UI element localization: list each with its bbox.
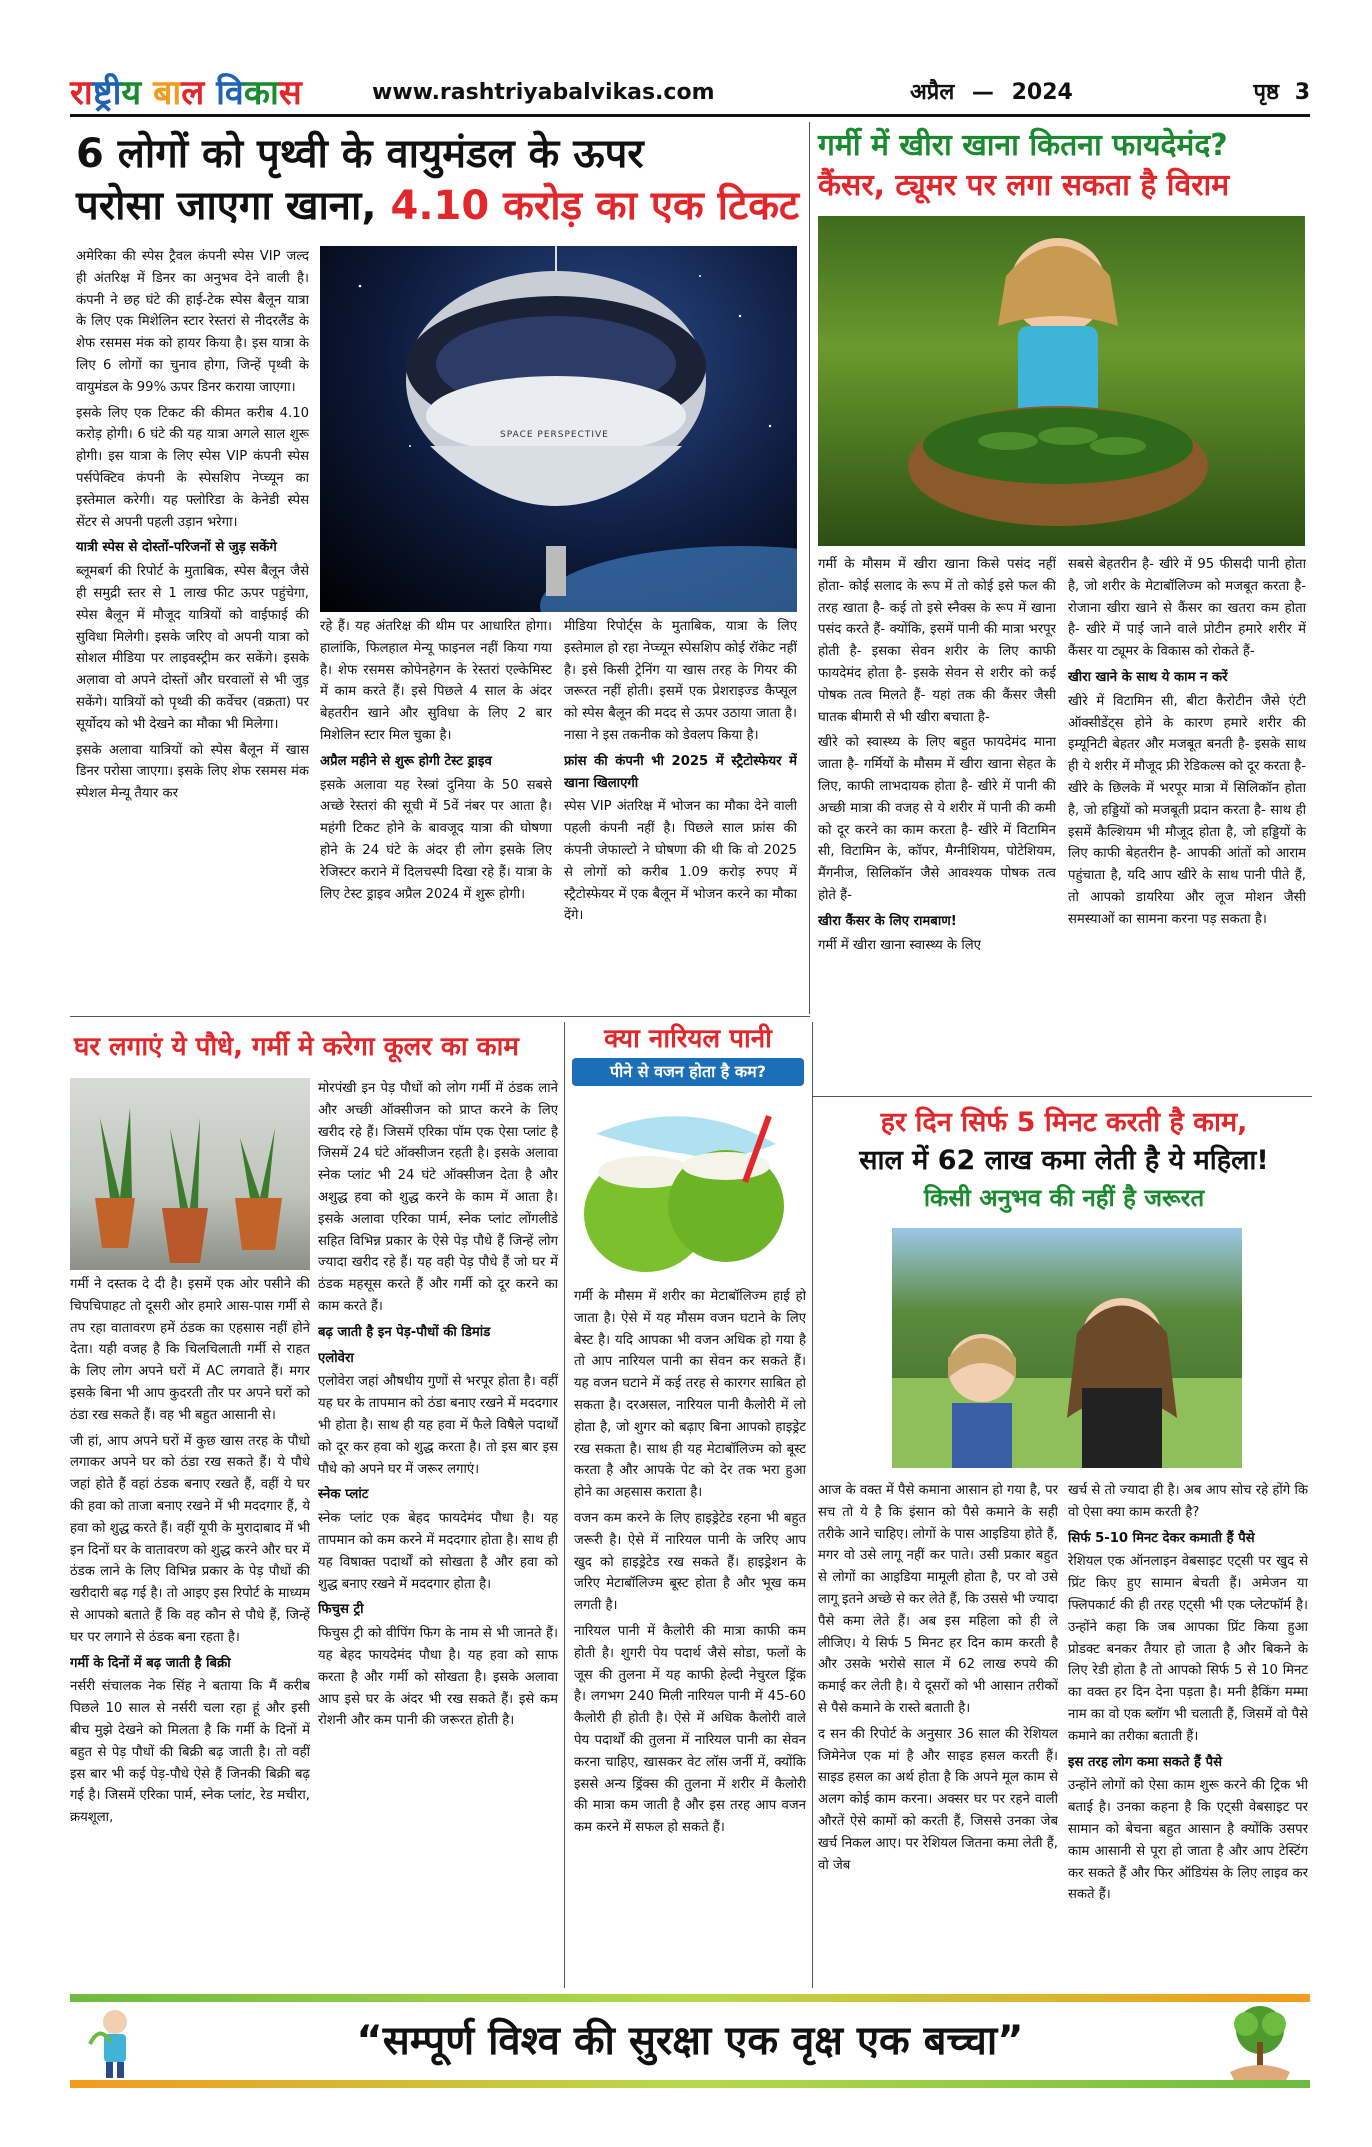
footer-slogan: “सम्पूर्ण विश्व की सुरक्षा एक वृक्ष एक बच्चा” — [356, 2018, 1024, 2064]
logo-letter: का — [243, 73, 279, 113]
footer-banner — [70, 1994, 1310, 2094]
story4-paragraph: नारियल पानी में कैलोरी की मात्रा काफी कम होती है। शुगरी पेय पदार्थ जैसे सोडा, फलों के जूस की तुलना में यह काफी हेल्दी नेचुरल ड्रिंक है। लगभग 240 मिली नारियल पानी में 45-60 कैलोरी ही होती है। ऐसे में अधिक कैलोरी वाले पेय पदार्थों की तुलना में नारियल पानी का सेवन करना चाहिए, खासकर वेट लॉस जर्नी में, क्योंकि इससे अन्य ड्रिंक्स की तुलना में शरीर में कैलोरी की मात्रा कम जाती है और इस तरह आप वजन कम करने में सफल हो सकते हैं। — [574, 1623, 806, 1836]
story3-subheading-demand: बढ़ जाती है इन पेड़-पौधों की डिमांड — [318, 1324, 491, 1340]
story3-column-2 — [318, 1078, 558, 1984]
story5-headline-line2: साल में 62 लाख कमा लेती है ये महिला! — [859, 1145, 1269, 1176]
story5-subheading-2: इस तरह लोग कमा सकते हैं पैसे — [1068, 1754, 1223, 1770]
story3-subheading-snake-plant: स्नेक प्लांट — [318, 1487, 369, 1503]
story3-subheading-sales: गर्मी के दिनों में बढ़ जाती है बिक्री — [70, 1655, 231, 1671]
section-divider — [812, 1096, 1312, 1097]
child-figure-icon — [80, 2004, 150, 2080]
logo-letter — [141, 73, 153, 113]
logo-letter — [204, 73, 216, 113]
story2-paragraph: गर्मी में खीरा खाना स्वास्थ्य के लिए — [818, 937, 981, 953]
story3-subheading-aloevera: एलोवेरा — [318, 1350, 354, 1366]
logo-letter: स — [278, 73, 302, 113]
story3-subheading-ficus: फिचुस ट्री — [318, 1602, 364, 1618]
issue-month: अप्रैल — [910, 80, 955, 105]
story1-headline-line2 — [76, 180, 800, 232]
story5-paragraph: आज के वक्त में पैसे कमाना आसान हो गया है, पर सच तो ये है कि इंसान को पैसे कमाने के सही तरीके आने चाहिए। लोगों के पास आइडिया होते हैं, मगर वो उसे लागू नहीं कर पाते। उसी प्रकार बहुत से लोगों का आइडिया मामूली होता है, पर वो उसे लागू इतने अच्छे से कर लेते हैं, कि उससे भी ज्यादा पैसे कमा लेते हैं। अब इस महिला को ही ले लीजिए। ये सिर्फ 5 मिनट हर दिन काम करती है और उसके भरोसे साल में 62 लाख रुपये की कमाई कर लेती है। ये दूसरों को भी आसान तरीकों से पैसे कमाने के रास्ते बताती है। — [818, 1483, 1058, 1716]
story5-paragraph: खर्च से तो ज्यादा ही है। अब आप सोच रहे होंगे कि वो ऐसा क्या काम करती है? — [1068, 1483, 1308, 1520]
story5-column-2 — [1068, 1480, 1308, 1984]
story5-paragraph: उन्होंने लोगों को ऐसा काम शुरू करने की ट्रिक भी बताई है। उनका कहना है कि एट्सी वेबसाइट पर सामान को बेचना बहुत आसान है क्योंकि उसपर काम आसानी से पूरा हो जाता है और आप टेस्टिंग कर सकते हैं और फिर ऑडियंस के लिए लाइव कर सकते हैं। — [1068, 1778, 1308, 1903]
tree-hands-icon — [1220, 2002, 1300, 2082]
story5-headline-line1: हर दिन सिर्फ 5 मिनट करती है काम, — [880, 1107, 1248, 1138]
story1-paragraph: इसके लिए एक टिकट की कीमत करीब 4.10 करोड़ होगी। 6 घंटे की यह यात्रा अगले साल शुरू होगी। इस यात्रा के लिए स्पेस VIP कंपनी स्पेस पर्सपेक्टिव कंपनी के स्पेसशिप नेप्च्यून का इस्तेमाल करेगी। यह फ्लोरिडा के केनेडी स्पेस सेंटर से अपनी पहली उड़ान भरेगा। — [76, 405, 309, 530]
story5-headline-line3: किसी अनुभव की नहीं है जरूरत — [923, 1184, 1205, 1212]
story2-subheading-1: खीरा कैंसर के लिए रामबाण! — [818, 913, 957, 929]
story3-paragraph: मोरपंखी इन पेड़ पौधों को लोग गर्मी में ठंडक लाने और अच्छी ऑक्सीजन को प्राप्त करने के लिए खरीद रहे हैं। जिसमें एरिका पॉम एक ऐसा प्लांट है जिसमें 24 घंटे ऑक्सीजन रहती है। इसके अलावा स्नेक प्लांट भी 24 घंटे ऑक्सीजन देता है और अशुद्ध हवा को शुद्ध करने के काम में आता है। इसके अलावा एरिका पार्म, स्नेक प्लांट लोंगलीडे सहित विभिन्न प्रकार के ऐसे पेड़ पौधे हैं जिन्हें लोग ज्यादा खरीद रहे हैं। यह वही पेड़ पौधे हैं जो घर में ठंडक महसूस करते हैं और गर्मी को दूर करने का काम करते हैं। — [318, 1081, 558, 1314]
logo-letter: य — [121, 73, 142, 113]
banner-top-stripe — [70, 1994, 1310, 2002]
coconut-illustration — [576, 1094, 802, 1280]
story3-column-1 — [70, 1274, 310, 1984]
story4-paragraph: गर्मी के मौसम में शरीर का मेटाबॉलिज्म हाई हो जाता है। ऐसे में यह मौसम वजन घटाने के लिए बेस्ट है। यदि आपका भी वजन अधिक हो गया है तो आप नारियल पानी का सेवन कर सकते हैं। यह वजन घटाने में कई तरह से कारगर साबित हो सकता है। दरअसल, नारियल पानी कैलोरी में लो होता है, जो शुगर को बढ़ाए बिना आपको हाइड्रेट रख सकता है। साथ ही यह मेटाबॉलिज्म को बूस्ट करता है और आपके पेट को देर तक भरा हुआ होने का अहसास कराता है। — [574, 1289, 806, 1501]
column-divider — [812, 1022, 813, 1988]
story1-paragraph: इसके अलावा यह रेस्त्रां दुनिया के 50 सबसे अच्छे रेस्तरां की सूची में 5वें नंबर पर आता है। महंगी टिकट होने के बावजूद यात्रा की घोषणा होने के 24 घंटे के अंदर ही लोग इसके लिए रेजिस्टर कराने में दिलचस्पी दिखा रहे हैं। यात्रा के लिए टेस्ट ड्राइव अप्रैल 2024 में शुरू होगी। — [320, 777, 552, 902]
story2-headline-line2: कैंसर, ट्यूमर पर लगा सकता है विराम — [818, 168, 1230, 203]
story2-column-1 — [818, 554, 1056, 1040]
banner-bottom-stripe — [70, 2080, 1310, 2088]
story5-headline — [818, 1104, 1310, 1216]
page-label: पृष्ठ — [1253, 80, 1280, 105]
story1-column-1 — [76, 246, 309, 1010]
girl-illustration — [818, 216, 1305, 546]
story2-paragraph: सबसे बेहतरीन है- खीरे में 95 फीसदी पानी होता है, जो शरीर के मेटाबॉलिज्म को मजबूत करता है- रोजाना खीरा खाने से कैंसर का खतरा कम होता है- खीरे में पाई जाने वाले प्रोटीन हमारे शरीर में कैंसर या ट्यूमर के विकास को रोकते हैं- — [1068, 557, 1306, 660]
story1-headline — [76, 128, 800, 232]
story4-headline-line1: क्या नारियल पानी — [604, 1024, 772, 1054]
story3-paragraph: स्नेक प्लांट एक बेहद फायदेमंद पौधा है। यह तापमान को कम करने में मददगार होता है। साथ ही यह विषाक्त पदार्थों को सोखता है और हवा को शुद्ध बनाए रखने में मददगार होता है। — [318, 1511, 558, 1592]
logo-letter: ल — [181, 73, 205, 113]
story2-paragraph: खीरे में विटामिन सी, बीटा कैरोटीन जैसे एंटी ऑक्सीडेंट्स होने के कारण हमारे शरीर की इम्यूनिटी बेहतर और मजबूत बनती है- इसके साथ ही ये शरीर में मौजूद फ्री रेडिकल्स को दूर करता है- खीरे के छिलके में भरपूर मात्रा में सिलिकॉन होता है, जो हड्डियों को मजबूती प्रदान करता है- साथ ही इसमें कैल्शियम भी मौजूद होता है, जो हड्डियों के लिए काफी बेहतरीन है- आपकी आंतों को आराम पहुंचाता है, यदि आप खीरे के साथ पानी पीते हैं, तो आपको डायरिया और लूज मोशन जैसी समस्याओं का सामना करना पड़ सकता है। — [1068, 693, 1306, 927]
plants-illustration — [70, 1078, 310, 1270]
space-balloon-photo — [320, 246, 797, 612]
story1-headline-part-a: परोसा जाएगा खाना, — [76, 183, 377, 229]
logo-letter: रा — [70, 73, 93, 113]
story2-paragraph: खीरे को स्वास्थ्य के लिए बहुत फायदेमंद माना जाता है- गर्मियों के मौसम में खीरा खाना सेहत के लिए, काफी लाभदायक होता है- खीरे में पानी की अच्छी मात्रा की वजह से ये शरीर में पानी की कमी को दूर करने का काम करता है- खीरे में विटामिन सी, विटामिन के, कॉपर, मैग्नीशियम, पोटेशियम, मैंगनीज, सिलिकॉन जैसे आवश्यक पोषक तत्व होते हैं- — [818, 735, 1056, 903]
masthead-rule — [70, 114, 1310, 117]
story2-column-2 — [1068, 554, 1306, 1040]
issue-date — [910, 78, 1073, 108]
date-dash: — — [971, 80, 994, 105]
story2-subheading-2: खीरा खाने के साथ ये काम न करें — [1068, 669, 1228, 685]
column-divider — [809, 122, 810, 1014]
story3-paragraph: नर्सरी संचालक नेक सिंह ने बताया कि मैं करीब पिछले 10 साल से नर्सरी चला रहा हूं और इसी बीच मुझे देखने को मिलता है कि गर्मी के दिनों में बहुत से पेड़ पौधों की बिक्री बढ़ जाती है। तो वहीं इस बार भी कई पेड़-पौधे ऐसे हैं जिनकी बिक्री बढ़ गई है। जिसमें एरिका पार्म, स्नेक प्लांट, रेड मचीरा, क्रयशूला, — [70, 1679, 310, 1826]
story1-headline-line1: 6 लोगों को पृथ्वी के वायुमंडल के ऊपर — [76, 131, 644, 177]
story4-column — [574, 1286, 806, 1986]
story1-paragraph: स्पेस VIP अंतरिक्ष में भोजन का मौका देने वाली पहली कंपनी नहीं है। पिछले साल फ्रांस की कंपनी जेफाल्टो ने घोषणा की थी कि वो 2025 से लोगों को करीब 1.09 करोड़ रुपए में स्ट्रैटोस्फेयर में एक बैलून में भोजन करने का मौका देंगे। — [564, 799, 797, 924]
story1-subheading-3: फ्रांस की कंपनी भी 2025 में स्ट्रैटोस्फेयर में खाना खिलाएगी — [564, 753, 797, 791]
page-indicator — [1254, 78, 1310, 108]
story3-paragraph: गर्मी ने दस्तक दे दी है। इसमें एक ओर पसीने की चिपचिपाहट तो दूसरी ओर हमारे आस-पास गर्मी से तप रहा वातावरण हमें ठंडक का एहसास नहीं होने देता। यही वजह है कि चिलचिलाती गर्मी से राहत के लिए लोग अपने घरों में AC लगवाते हैं। मगर इसके बिना भी आप कुदरती तौर पर अपने घरों को ठंडा रख सकते हैं। वह भी बहुत आसानी से। — [70, 1277, 310, 1423]
story3-paragraph: एलोवेरा जहां औषधीय गुणों से भरपूर होता है। वहीं यह घर के तापमान को ठंडा बनाए रखने में मददगार भी होता है। साथ ही यह हवा में फैले विषैले पदार्थों को दूर कर हवा को शुद्ध करता है। तो इस बार इस पौधे को अपने घर में जरूर लगाएं। — [318, 1374, 558, 1477]
story5-paragraph: रेशियल एक ऑनलाइन वेबसाइट एट्सी पर खुद से प्रिंट किए हुए सामान बेचती हैं। अमेजन या फ्लिपकार्ट की ही तरह एट्सी भी एक प्लेटफॉर्म है। उन्होंने कहा कि जब आपका प्रिंट किया हुआ प्रोडक्ट बनकर तैयार हो जाता है और बिकने के लिए रेडी होता है तो आपको सिर्फ 5 से 10 मिनट का वक्त हर दिन देना पड़ता है। मनी हैकिंग मम्मा नाम का वो एक ब्लॉग भी चलाती हैं, जिसमें वो पैसे कमाने का तरीका बताती हैं। — [1068, 1554, 1308, 1744]
section-divider — [70, 1016, 810, 1017]
mother-daughter-photo — [892, 1228, 1242, 1468]
story5-subheading-1: सिर्फ 5-10 मिनट देकर कमाती हैं पैसे — [1068, 1530, 1255, 1546]
story1-paragraph: मीडिया रिपोर्ट्स के मुताबिक, यात्रा के लिए इस्तेमाल हो रहा नेप्च्यून स्पेसशिप कोई रॉकेट नहीं है। इसे किसी ट्रेनिंग या खास तरह के गियर की जरूरत नहीं होती। इसमें एक प्रेशराइज्ड कैप्सूल को स्पेस बैलून की मदद से ऊपर उठाया जाता है। नासा ने इस तकनीक को डेवलप किया है। — [564, 619, 797, 743]
story1-paragraph: रहे हैं। यह अंतरिक्ष की थीम पर आधारित होगा। हालांकि, फिलहाल मेन्यू फाइनल नहीं किया गया है। शेफ रसमस कोपेनहेगन के रेस्तरां एल्केमिस्ट में काम करते हैं। इसे पिछले 4 साल के अंदर बेहतरीन खाने और सुविधा के लिए 2 बार मिशेलिन स्टार मिल चुका है। — [320, 619, 552, 743]
balloon-illustration — [320, 246, 797, 612]
story2-headline-line1: गर्मी में खीरा खाना कितना फायदेमंद? — [818, 128, 1228, 163]
story3-paragraph: फिचुस ट्री को वीपिंग फिग के नाम से भी जानते हैं। यह बेहद फायदेमंद पौधा है। यह हवा को साफ करता है और गर्मी को सोखता है। इसके अलावा आप इसे घर के अंदर भी रख सकते हैं। इसे कम रोशनी और कम पानी की जरूरत होती है। — [318, 1626, 558, 1729]
logo-letter: ष्ट्री — [92, 73, 122, 113]
logo-letter: वि — [216, 73, 244, 113]
story3-headline: घर लगाएं ये पौधे, गर्मी मे करेगा कूलर का काम — [74, 1032, 519, 1062]
story4-paragraph: वजन कम करने के लिए हाइड्रेटेड रहना भी बहुत जरूरी है। ऐसे में नारियल पानी के जरिए आप खुद को हाइड्रेटेड रख सकते हैं। हाइड्रेशन के जरिए मेटाबॉलिज्म बूस्ट होता है और भूख कम लगती है। — [574, 1510, 806, 1614]
story1-column-3 — [564, 616, 797, 1010]
issue-year: 2024 — [1011, 80, 1073, 105]
website-url[interactable]: www.rashtriyabalvikas.com — [372, 80, 715, 105]
story1-paragraph: अमेरिका की स्पेस ट्रैवल कंपनी स्पेस VIP जल्द ही अंतरिक्ष में डिनर का अनुभव देने वाली है। कंपनी ने छह घंटे की हाई-टेक स्पेस बैलून यात्रा के लिए एक मिशेलिन स्टार रेस्तरां से नीदरलैंड के शेफ रसमस मंक को हायर किया है। इस यात्रा के लिए 6 लोगों का चुनाव होगा, जिन्हें पृथ्वी के वायुमंडल के 99% ऊपर डिनर कराया जाएगा। — [76, 249, 309, 395]
story2-paragraph: गर्मी के मौसम में खीरा खाना किसे पसंद नहीं होता- कोई सलाद के रूप में तो कोई इसे फल की तरह खाता है- कई तो इसे स्नैक्स के रूप में खाना पसंद करते हैं- क्योंकि, इसमें पानी की मात्रा भरपूर होती है- इसका सेवन शरीर के लिए काफी फायदेमंद होता है- इसके सेवन से शरीर को कई पोषक तत्व मिलते हैं- यहां तक की कैंसर जैसी घातक बीमारी से भी खीरा बचाता है- — [818, 557, 1056, 725]
story1-subheading-1: यात्री स्पेस से दोस्तों-परिजनों से जुड़ सकेंगे — [76, 540, 277, 556]
logo-letter: बा — [152, 73, 182, 113]
story1-headline-part-b: 4.10 करोड़ का एक टिकट — [390, 183, 800, 229]
masthead — [70, 73, 1310, 114]
story4-headline — [572, 1022, 804, 1086]
masthead-logo — [70, 72, 302, 114]
balloon-brand-text: SPACE PERSPECTIVE — [500, 430, 609, 440]
story1-paragraph: इसके अलावा यात्रियों को स्पेस बैलून में खास डिनर परोसा जाएगा। इसके लिए शेफ रसमस मंक स्पेशल मेन्यू तैयार कर — [76, 742, 309, 802]
story5-column-1 — [818, 1480, 1058, 1984]
story1-subheading-2: अप्रैल महीने से शुरू होगी टेस्ट ड्राइव — [320, 753, 492, 769]
story1-paragraph: ब्लूमबर्ग की रिपोर्ट के मुताबिक, स्पेस बैलून जैसे ही समुद्री स्तर से 1 लाख फीट ऊपर पहुंचेगा, स्पेस बैलून में मौजूद यात्रियों को वाईफाई की सुविधा मिलेगी। इसके जरिए वो अपनी यात्रा को सोशल मीडिया पर लाइवस्ट्रीम कर सकेंगे। इसके अलावा वो अपने दोस्तों और घरवालों से भी जुड़ सकेंगे। यात्रियों को पृथ्वी की कर्वेचर (वक्रता) पर सूर्योदय को भी देखने का मौका भी मिलेगा। — [76, 564, 309, 732]
potted-plants-photo — [70, 1078, 310, 1270]
story2-headline — [818, 126, 1310, 206]
coconut-water-photo — [576, 1094, 802, 1280]
mother-daughter-illustration — [892, 1228, 1242, 1468]
page-number: 3 — [1294, 80, 1310, 105]
girl-cucumber-basket-photo — [818, 216, 1305, 546]
story1-column-2 — [320, 616, 552, 1010]
column-divider — [564, 1022, 565, 1988]
story4-headline-line2: पीने से वजन होता है कम? — [572, 1058, 804, 1086]
story3-paragraph: जी हां, आप अपने घरों में कुछ खास तरह के पौधो लगाकर अपने घर को ठंडा रख सकते हैं। ये पौधे जहां होते हैं वहां ठंडक बनाए रखते हैं, वहीं ये घर की हवा को ताजा बनाए रखने में भी मददगार हैं, ये हवा को शुद्ध करते हैं। वहीं यूपी के मुरादाबाद में भी इन दिनों घर के वातावरण को शुद्ध करने और घर में ठंडक लाने के लिए विभिन्न प्रकार के पेड़ पौधों की खरीदारी बढ़ गई है। तो आइए इस रिपोर्ट के माध्यम से आपको बताते हैं कि वह कौन से पौधे हैं, जिन्हें घर पर लगाने से ठंडक बना रहता है। — [70, 1433, 310, 1645]
story5-paragraph: द सन की रिपोर्ट के अनुसार 36 साल की रेशियल जिमेनेज एक मां है और साइड हसल करती हैं। साइड हसल का अर्थ होता है कि अपने मूल काम से अलग कोई काम करना। अक्सर घर पर रहने वाली औरतें ऐसे कामों को करती हैं, जिससे उनका जेब खर्च निकल आए। पर रेशियल जितना कमा लेती हैं, वो जेब — [818, 1726, 1058, 1873]
